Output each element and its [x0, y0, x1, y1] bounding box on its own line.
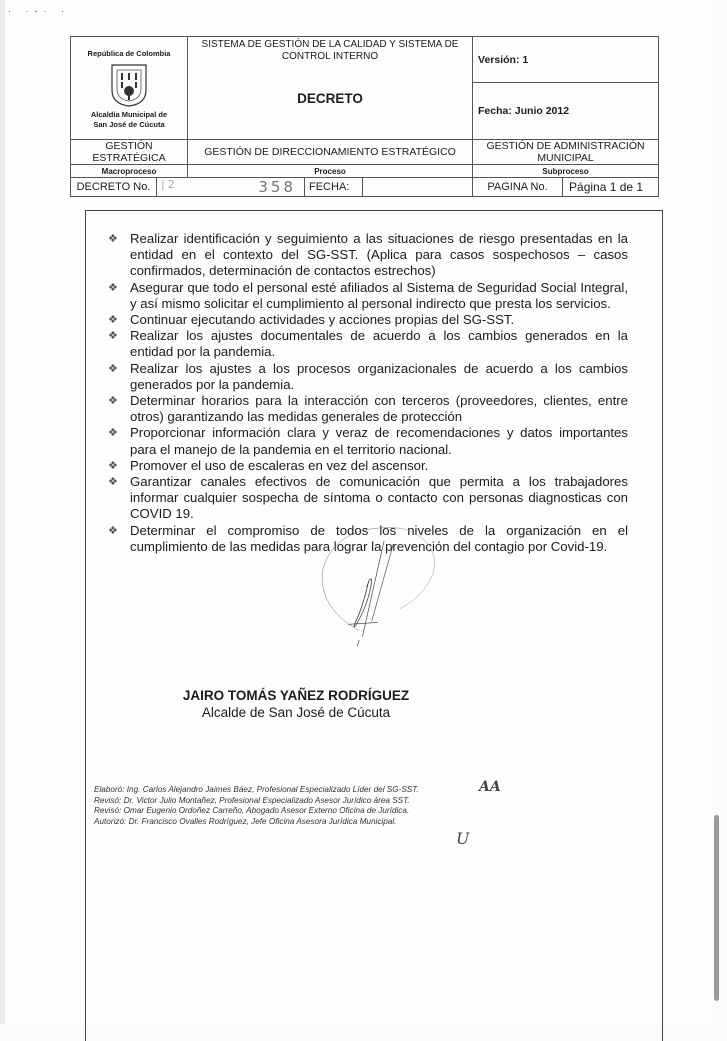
decreto-mark: |2: [161, 178, 178, 191]
diamond-bullet-icon: ❖: [108, 427, 118, 440]
system-title-cell: [188, 37, 473, 140]
proceso-label: Proceso: [188, 165, 473, 178]
diamond-bullet-icon: ❖: [108, 362, 118, 375]
diamond-bullet-icon: ❖: [108, 281, 118, 294]
list-item: ❖ Promover el uso de escaleras en vez del ascensor.: [108, 457, 429, 473]
credit-reviso-1: Revisó: Dr. Victor Julio Montañez, Profesional Especializado Asesor Jurídico área SST.: [94, 795, 410, 805]
scan-specks: · ·-· ·: [8, 6, 70, 16]
diamond-bullet-icon: ❖: [108, 330, 118, 343]
decreto-number: 358: [258, 178, 296, 196]
list-item: ❖ Determinar el compromiso de todos los niveles de la organización en el cumplimiento de las medidas para lograr la prevención del contagio por Covid-19.: [108, 522, 628, 554]
diamond-bullet-icon: ❖: [108, 233, 118, 245]
fecha-value: [363, 178, 473, 197]
list-item: ❖ Realizar identificación y seguimiento a las situaciones de riesgo presentadas en la entidad en el contexto del SG-SST. (Aplica para casos sospechosos – casos confirmados, determinación de contactos estrechos): [108, 231, 628, 279]
document-header-table: [70, 36, 659, 197]
fecha-cell: [473, 83, 659, 140]
list-item: ❖ Determinar horarios para la interacción con terceros (proveedores, clientes, entre otros) garantizando las medidas generales de protección: [108, 393, 628, 425]
decreto-number-cell: [157, 178, 305, 197]
subproceso-label: Subproceso: [473, 165, 659, 178]
logo-caption-city: San José de Cúcuta: [93, 120, 165, 129]
initials-autorizo: U: [456, 829, 470, 848]
vertical-scrollbar[interactable]: [714, 815, 719, 1001]
diamond-bullet-icon: ❖: [108, 476, 118, 489]
measures-list: [108, 231, 628, 555]
version-label: Versión: 1: [478, 53, 529, 66]
macroproceso-value: GESTIÓN ESTRATÉGICA: [71, 140, 188, 165]
macroproceso-label: Macroproceso: [71, 165, 188, 178]
diamond-bullet-icon: ❖: [108, 314, 118, 327]
approval-credits: [94, 785, 419, 827]
country-label: República de Colombia: [87, 49, 171, 58]
subproceso-value: GESTIÓN DE ADMINISTRACIÓN MUNICIPAL: [473, 140, 659, 165]
proceso-value: GESTIÓN DE DIRECCIONAMIENTO ESTRATÉGICO: [188, 140, 473, 165]
list-item: ❖ Garantizar canales efectivos de comunicación que permita a los trabajadores informar cualquier sospecha de síntoma o contacto con personas diagnosticas con COVID 19.: [108, 474, 628, 522]
diamond-bullet-icon: ❖: [108, 395, 118, 408]
pagina-label: PAGINA No.: [473, 178, 563, 197]
doc-type-title: DECRETO: [297, 91, 363, 106]
credit-autorizo: Autorizó: Dr. Francisco Ovalles Rodríguez, Jefe Oficina Asesora Jurídica Municipal.: [94, 816, 397, 826]
viewer-left-edge: [0, 0, 5, 1024]
decreto-no-label: DECRETO No.: [71, 178, 157, 197]
credit-elaboro: Elaboró: Ing. Carlos Alejandro Jaimes Báez, Profesional Especializado Líder del SG-SST.: [94, 785, 419, 794]
initials-elaboro: AA: [479, 779, 501, 795]
diamond-bullet-icon: ❖: [108, 459, 118, 472]
signatory-name: JAIRO TOMÁS YAÑEZ RODRÍGUEZ: [182, 688, 410, 703]
list-item: ❖ Asegurar que todo el personal esté afiliados al Sistema de Seguridad Social Integral, y así mismo solicitar el cumplimiento al personal indirecto que presta los servicios.: [108, 279, 628, 311]
list-item: ❖ Proporcionar información clara y veraz de recomendaciones y datos importantes para el manejo de la pandemia en el territorio nacional.: [108, 425, 628, 457]
system-title: SISTEMA DE GESTIÓN DE LA CALIDAD Y SISTEMA DE CONTROL INTERNO: [201, 39, 459, 62]
credit-reviso-2: Revisó: Omar Eugenio Ordoñez Carreño, Abogado Asesor Externo Oficina de Jurídica.: [94, 806, 410, 815]
list-item: ❖ Continuar ejecutando actividades y acciones propias del SG-SST.: [108, 312, 515, 328]
list-item: ❖ Realizar los ajustes a los procesos organizacionales de acuerdo a los cambios generados por la pandemia.: [108, 360, 628, 392]
document-body: [85, 210, 663, 1041]
fecha-version-label: Fecha: Junio 2012: [478, 105, 570, 117]
list-item: ❖ Realizar los ajustes documentales de acuerdo a los cambios generados en la entidad por la pandemia.: [108, 328, 628, 360]
pagina-value: Página 1 de 1: [563, 178, 659, 197]
signatory-role: Alcalde de San José de Cúcuta: [201, 705, 391, 720]
coat-of-arms-icon: [109, 62, 149, 108]
logo-cell: [71, 37, 188, 140]
diamond-bullet-icon: ❖: [108, 524, 118, 537]
fecha-label: FECHA:: [305, 178, 363, 197]
logo-caption: Alcaldía Municipal de: [90, 110, 168, 119]
version-cell: [473, 37, 659, 83]
